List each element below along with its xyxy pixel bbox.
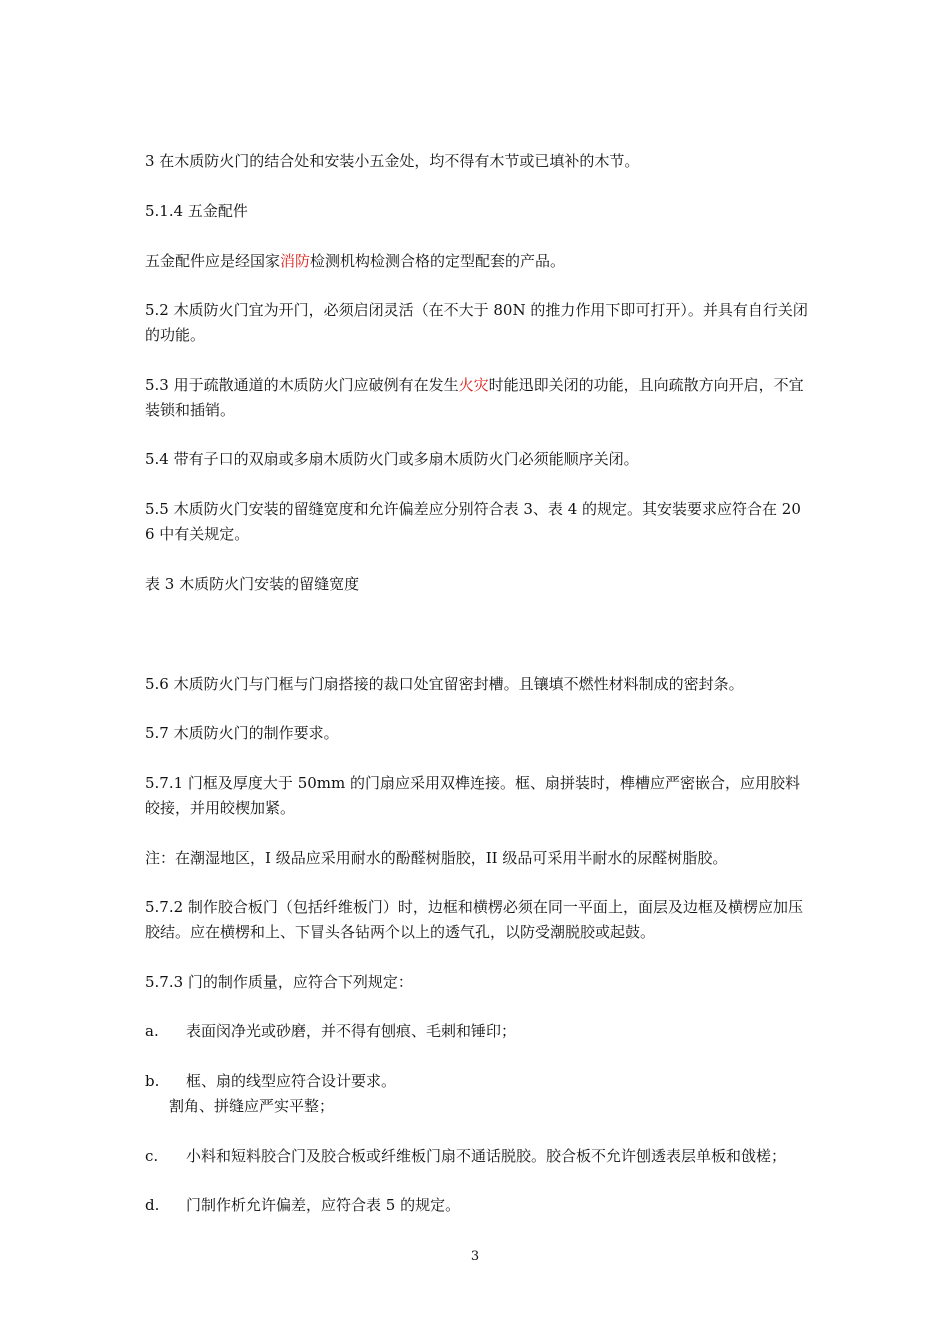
list-item-text: 框、扇的线型应符合设计要求。	[186, 1072, 397, 1090]
paragraph-5-7-3: 5.7.3 门的制作质量，应符合下列规定：	[145, 973, 413, 991]
list-marker: b.	[145, 1072, 160, 1090]
paragraph-5-3	[145, 373, 810, 423]
paragraph-5-7-2: 5.7.2 制作胶合板门（包括纤维板门）时，边框和横楞必须在同一平面上，面层及边框及横楞应加压胶结。应在横楞和上、下冒头各钻两个以上的透气孔，以防受潮脱胶或起鼓。	[145, 898, 803, 941]
paragraph-5-7: 5.7 木质防火门的制作要求。	[145, 724, 339, 742]
paragraph-5-6: 5.6 木质防火门与门框与门扇搭接的裁口处宜留密封槽。且镶填不燃性材料制成的密封条。	[145, 675, 744, 693]
list-item-text: 小料和短料胶合门及胶合板或纤维板门扇不通话脱胶。胶合板不允许刨透表层单板和戗槎；	[186, 1147, 787, 1165]
page-number: 3	[470, 1249, 480, 1264]
list-item-d	[145, 1193, 810, 1218]
text-segment: 五金配件应是经国家	[145, 252, 281, 270]
paragraph-5-7-1: 5.7.1 门框及厚度大于 50mm 的门扇应采用双榫连接。框、扇拼装时，榫槽应严密嵌合，应用胶料皎接，并用皎楔加紧。	[145, 774, 801, 817]
list-item-text: 门制作析允许偏差，应符合表 5 的规定。	[186, 1196, 461, 1214]
list-marker: d.	[145, 1196, 160, 1214]
note-paragraph: 注：在潮湿地区，I 级品应采用耐水的酚醛树脂胶，II 级品可采用半耐水的尿醛树脂胶。	[145, 849, 728, 867]
list-item-text: 表面闵净光或砂磨，并不得有刨痕、毛刺和锤印；	[186, 1022, 517, 1040]
text-segment: 检测机构检测合格的定型配套的产品。	[310, 252, 566, 270]
highlight-term-fire-protection: 消防	[280, 252, 311, 270]
list-marker: a.	[145, 1022, 159, 1040]
list-item-c	[145, 1144, 810, 1169]
text-segment: 5.3 用于疏散通道的木质防火门应破例有在发生	[145, 376, 459, 394]
table-caption: 表 3 木质防火门安装的留缝宽度	[145, 575, 360, 593]
paragraph-5-5: 5.5 木质防火门安装的留缝宽度和允许偏差应分别符合表 3、表 4 的规定。其安装要求应符合在 206 中有关规定。	[145, 500, 801, 543]
paragraph-5-4: 5.4 带有子口的双扇或多扇木质防火门或多扇木质防火门必须能顺序关闭。	[145, 450, 639, 468]
list-item-a	[145, 1019, 810, 1044]
list-item-b	[145, 1069, 810, 1119]
list-item-subline: 割角、拼缝应严实平整；	[169, 1097, 335, 1115]
paragraph-wood-knots: 3 在木质防火门的结合处和安装小五金处，均不得有木节或已填补的木节。	[145, 152, 640, 170]
text-segment: 时能迅即关闭的功能，且向疏散方向开启，不宜装锁和插销。	[145, 376, 804, 419]
list-marker: c.	[145, 1147, 159, 1165]
paragraph-hardware	[145, 249, 810, 274]
paragraph-5-2: 5.2 木质防火门宜为开门，必须启闭灵活（在不大于 80N 的推力作用下即可打开）。并具有自行关闭的功能。	[145, 301, 808, 344]
highlight-term-fire: 火灾	[458, 376, 489, 394]
section-heading-5-1-4: 5.1.4 五金配件	[145, 202, 248, 220]
